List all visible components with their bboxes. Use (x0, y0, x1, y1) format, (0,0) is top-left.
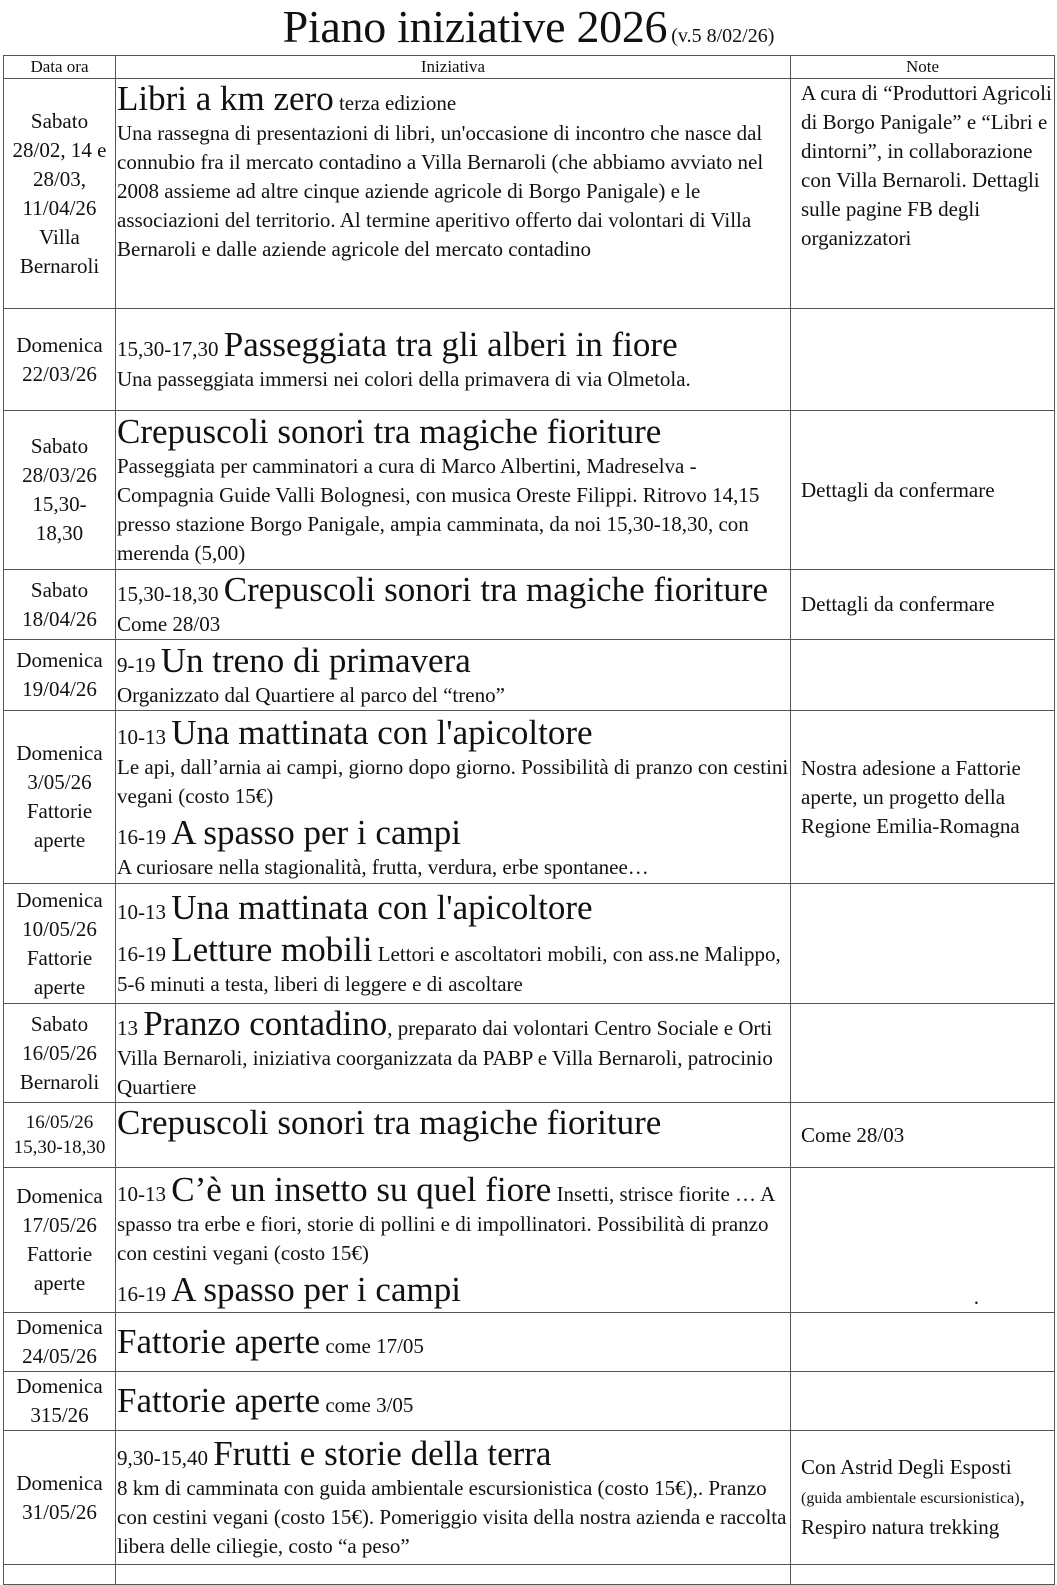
date-line: Domenica (16, 1374, 103, 1398)
table-row (4, 1313, 1055, 1372)
date-line: Fattorie (26, 799, 93, 823)
note-cell (791, 640, 1055, 711)
date-line: 315/26 (30, 1403, 89, 1427)
date-line: Domenica (16, 1470, 103, 1495)
table-row (4, 79, 1055, 309)
event-subtitle: Lettori e ascoltatori mobili, con ass.ne Malippo, 5-6 minuti a testa, liberi di leggere e di ascoltare (117, 942, 781, 996)
table-row (4, 1431, 1055, 1565)
event-title: Libri a km zero (117, 79, 334, 118)
initiative-cell (116, 884, 791, 1004)
date-line: Bernaroli (19, 253, 100, 278)
event-title: Fattorie aperte (117, 1322, 321, 1361)
event-block (117, 79, 789, 264)
event-block (117, 713, 789, 811)
note-cell (791, 711, 1055, 884)
event-description: Passeggiata per camminatori a cura di Marco Albertini, Madreselva - Compagnia Guide Valli Bolognesi, con musica Oreste Filippi. Ritrovo 14,15 presso stazione Borgo Panigale, ampia camminata, da noi 15,30-18,30, con merenda (5,00) (117, 454, 760, 565)
date-line: Domenica (16, 332, 103, 357)
note-text: Con Astrid Degli Esposti (801, 1455, 1012, 1479)
date-line: Domenica (16, 1315, 103, 1339)
date-line: 17/05/26 (22, 1213, 97, 1237)
event-title: Passeggiata tra gli alberi in fiore (223, 325, 678, 364)
event-block (117, 1170, 789, 1268)
date-line: 10/05/26 (22, 916, 97, 941)
note-text: , Respiro natura trekking (801, 1484, 1025, 1539)
event-subtitle: come 3/05 (325, 1393, 414, 1417)
initiative-cell (116, 1004, 791, 1103)
event-time: 10-13 (117, 1182, 166, 1206)
date-cell (4, 1431, 116, 1565)
date-line: 3/05/26 (27, 770, 92, 794)
date-line: 18,30 (35, 521, 84, 545)
note-cell (791, 79, 1055, 309)
date-cell (4, 884, 116, 1004)
event-title: Letture mobili (171, 930, 373, 969)
event-block (117, 1103, 789, 1143)
event-description: Organizzato dal Quartiere al parco del “treno” (117, 682, 505, 707)
date-line: 22/03/26 (22, 361, 97, 386)
event-title: A spasso per i campi (171, 812, 461, 852)
date-line: 31/05/26 (22, 1499, 97, 1524)
initiative-cell (116, 1313, 791, 1372)
date-line: Villa (39, 224, 80, 249)
initiative-cell (116, 570, 791, 640)
event-time: 9-19 (117, 652, 156, 677)
event-subtitle: Insetti, strisce fiorite … A spasso tra erbe e fiori, storie di pollini e di impollinatori. Possibilità di pranzo con cestini vegani (costo 15€) (117, 1182, 775, 1265)
event-block (117, 888, 789, 928)
table-row (4, 1372, 1055, 1431)
note-cell (791, 570, 1055, 640)
event-block (117, 1322, 789, 1362)
note-text: Dettagli da confermare (801, 592, 995, 616)
date-cell (4, 1313, 116, 1372)
note-cell (791, 1168, 1055, 1313)
note-cell (791, 309, 1055, 411)
date-cell (4, 1168, 116, 1313)
date-line: 11/04/26 (22, 195, 97, 220)
column-header-notes: Note (791, 56, 1055, 79)
date-line: Domenica (16, 1184, 103, 1208)
date-line: Sabato (30, 1011, 89, 1036)
event-time: 10-13 (117, 900, 166, 924)
date-line: Sabato (30, 577, 89, 602)
note-cell (791, 884, 1055, 1004)
event-description: 8 km di camminata con guida ambientale escursionistica (costo 15€),. Pranzo con cestini vegani (costo 15€). Pomeriggio visita della nostra azienda e raccolta libera delle ciliegie, costo “a peso” (117, 1476, 787, 1558)
date-line: aperte (33, 1271, 86, 1295)
note-cell (791, 1431, 1055, 1565)
table-row (4, 640, 1055, 711)
event-block (117, 1434, 789, 1561)
table-row (4, 1004, 1055, 1103)
event-description: A curiosare nella stagionalità, frutta, verdura, erbe spontanee… (117, 854, 649, 879)
event-subtitle: terza edizione (338, 91, 457, 115)
date-cell (4, 711, 116, 884)
date-cell (4, 411, 116, 570)
note-aside: (guida ambientale escursionistica) (801, 1490, 1020, 1507)
empty-cell (4, 1565, 116, 1585)
column-header-initiative: Iniziativa (116, 56, 791, 79)
event-title: Frutti e storie della terra (213, 1434, 552, 1473)
event-time: 15,30-18,30 (117, 582, 219, 606)
date-cell (4, 309, 116, 411)
event-block (117, 813, 789, 882)
event-subtitle: , preparato dai volontari Centro Sociale e Orti Villa Bernaroli, iniziativa coorganizzata da PABP e Villa Bernaroli, patrocinio Quartiere (117, 1016, 773, 1099)
event-block (117, 641, 789, 710)
date-line: aperte (33, 828, 86, 852)
event-block (117, 325, 789, 394)
initiative-cell (116, 411, 791, 570)
date-cell (4, 1372, 116, 1431)
event-block (117, 1004, 789, 1102)
event-title: Un treno di primavera (160, 640, 471, 680)
date-line: 18/04/26 (22, 606, 97, 631)
note-text: Come 28/03 (801, 1122, 905, 1147)
event-time: 13 (117, 1016, 138, 1040)
initiative-cell (116, 1372, 791, 1431)
date-cell (4, 1004, 116, 1103)
event-block (117, 412, 789, 568)
table-row (4, 711, 1055, 884)
table-row (4, 411, 1055, 570)
date-line: Domenica (16, 648, 103, 672)
event-title: Una mattinata con l'apicoltore (171, 712, 593, 752)
date-line: Sabato (30, 108, 89, 133)
date-line: Domenica (16, 741, 103, 765)
date-line: 19/04/26 (22, 677, 97, 701)
event-title: A spasso per i campi (171, 1270, 461, 1309)
date-line: Bernaroli (19, 1069, 100, 1094)
event-description: Una rassegna di presentazioni di libri, un'occasione di incontro che nasce dal connubio fra il mercato contadino a Villa Bernaroli (che abbiamo avviato nel 2008 assieme ad altre cinque aziende agricole di Borgo Panigale) e le associazioni del territorio. Al termine aperitivo offerto dai volontari di Villa Bernaroli e dalle aziende agricole del mercato contadino (117, 121, 764, 261)
initiative-cell (116, 1103, 791, 1168)
initiative-cell (116, 711, 791, 884)
event-subtitle: come 17/05 (325, 1334, 424, 1358)
table-row-partial (4, 1565, 1055, 1585)
event-description: Le api, dall’arnia ai campi, giorno dopo giorno. Possibilità di pranzo con cestini vegani (costo 15€) (117, 754, 789, 808)
date-cell (4, 570, 116, 640)
table-row (4, 309, 1055, 411)
event-title: Crepuscoli sonori tra magiche fioriture (117, 1103, 662, 1142)
event-block (117, 1381, 789, 1421)
event-description: Come 28/03 (117, 612, 221, 636)
column-header-date: Data ora (4, 56, 116, 79)
date-line: 16/05/26 (25, 1112, 94, 1133)
empty-cell (791, 1565, 1055, 1585)
event-block (117, 570, 789, 639)
note-cell (791, 1103, 1055, 1168)
initiative-cell (116, 79, 791, 309)
date-line: 28/02, 14 e (12, 137, 107, 162)
title-version: (v.5 8/02/26) (671, 25, 775, 47)
event-title: Fattorie aperte (117, 1381, 321, 1420)
event-block (117, 1270, 789, 1310)
event-title: Una mattinata con l'apicoltore (171, 888, 593, 927)
event-time: 16-19 (117, 1282, 166, 1306)
date-line: 24/05/26 (22, 1344, 97, 1368)
event-time: 15,30-17,30 (117, 337, 219, 361)
table-row (4, 1103, 1055, 1168)
note-text: Nostra adesione a Fattorie aperte, un progetto della Regione Emilia-Romagna (801, 755, 1021, 838)
initiative-cell (116, 640, 791, 711)
table-row (4, 884, 1055, 1004)
event-title: C’è un insetto su quel fiore (171, 1170, 552, 1209)
note-text: A cura di “Produttori Agricoli di Borgo Panigale” e “Libri e dintorni”, in collaborazione con Villa Bernaroli. Dettagli sulle pagine FB degli organizzatori (801, 81, 1052, 250)
title-main: Piano iniziative 2026 (282, 1, 668, 52)
date-line: 15,30- (32, 492, 87, 516)
document-title (0, 0, 1057, 54)
event-time: 16-19 (117, 942, 166, 966)
date-line: 16/05/26 (22, 1040, 97, 1065)
table-row (4, 1168, 1055, 1313)
note-mark: . (973, 1285, 979, 1309)
event-title: Crepuscoli sonori tra magiche fioriture (223, 570, 769, 609)
initiative-cell (116, 1431, 791, 1565)
initiative-cell (116, 1168, 791, 1313)
date-line: Sabato (30, 434, 89, 458)
note-text: Dettagli da confermare (801, 477, 995, 502)
date-line: Fattorie (26, 1242, 93, 1266)
date-cell (4, 640, 116, 711)
date-cell (4, 79, 116, 309)
date-line: 15,30-18,30 (13, 1137, 106, 1158)
event-time: 16-19 (117, 824, 166, 849)
event-title: Pranzo contadino (143, 1004, 388, 1043)
date-line: aperte (33, 974, 86, 999)
note-cell (791, 1313, 1055, 1372)
note-cell (791, 1004, 1055, 1103)
date-line: 28/03, (32, 166, 87, 191)
event-time: 9,30-15,40 (117, 1446, 208, 1470)
event-block (117, 930, 789, 999)
date-cell (4, 1103, 116, 1168)
initiatives-table (3, 55, 1055, 1585)
note-cell (791, 411, 1055, 570)
date-line: Fattorie (26, 945, 93, 970)
date-line: Domenica (16, 887, 103, 912)
event-time: 10-13 (117, 724, 166, 749)
empty-cell (116, 1565, 791, 1585)
initiative-cell (116, 309, 791, 411)
date-line: 28/03/26 (22, 463, 97, 487)
table-row (4, 570, 1055, 640)
event-description: Una passeggiata immersi nei colori della primavera di via Olmetola. (117, 367, 691, 391)
note-cell (791, 1372, 1055, 1431)
table-header-row (4, 56, 1055, 79)
event-title: Crepuscoli sonori tra magiche fioriture (117, 412, 662, 451)
